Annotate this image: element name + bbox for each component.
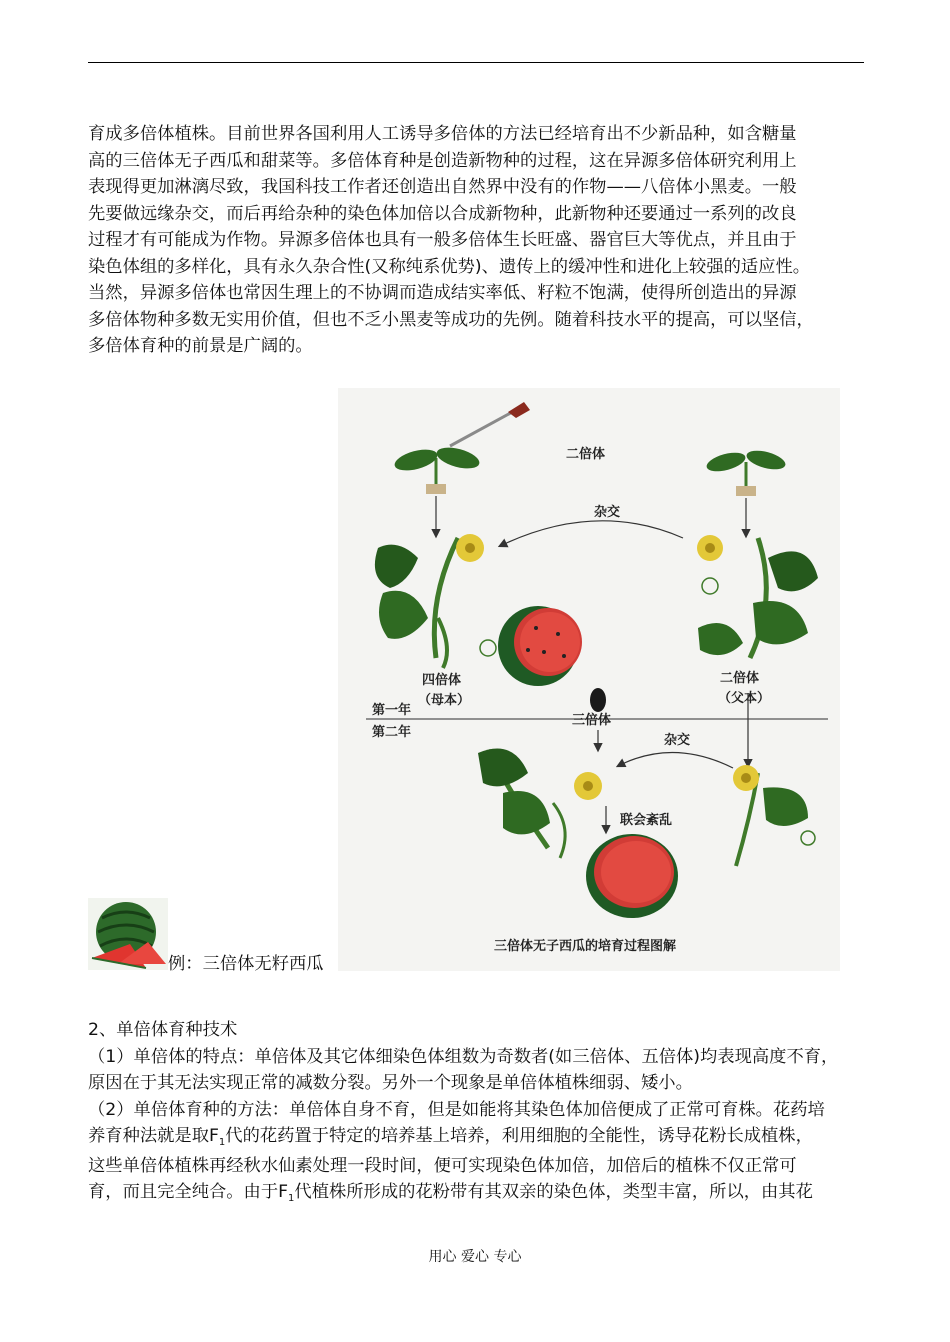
seedless-watermelon-icon <box>586 834 678 918</box>
text-line: 高的三倍体无子西瓜和甜菜等。多倍体育种是创造新物种的过程，这在异源多倍体研究利用上 <box>88 150 797 171</box>
section-heading: 2、单倍体育种技术 <box>88 1020 238 1040</box>
text-line <box>88 1123 864 1153</box>
text-fragment: 养育种法就是取F <box>88 1126 219 1146</box>
example-caption: 例：三倍体无籽西瓜 <box>168 954 324 974</box>
text-line: 染色体组的多样化，具有永久杂合性(又称纯系优势)、遗传上的缓冲性和进化上较强的适应性。 <box>88 256 811 277</box>
section-haploid-breeding <box>88 1017 864 1209</box>
flower-bottom-left-icon <box>574 772 602 800</box>
text-line: 表现得更加淋漓尽致，我国科技工作者还创造出自然界中没有的作物——八倍体小黑麦。一般 <box>88 177 797 197</box>
diagram-svg <box>338 388 840 971</box>
label-diploid-top: 二倍体 <box>566 447 606 462</box>
text-line: （2）单倍体育种的方法：单倍体自身不育，但是如能将其染色体加倍便成了正常可育株。花药培 <box>88 1099 825 1120</box>
label-cross-bottom: 杂交 <box>664 733 691 748</box>
text-line: 这些单倍体植株再经秋水仙素处理一段时间，便可实现染色体加倍，加倍后的植株不仅正常可 <box>88 1155 797 1176</box>
dropper-icon <box>450 402 530 446</box>
text-line: 当然，异源多倍体也常因生理上的不协调而造成结实率低、籽粒不饱满，使得所创造出的异源 <box>88 283 797 303</box>
text-fragment: 代植株所形成的花粉带有其双亲的染色体，类型丰富，所以，由其花 <box>294 1182 813 1202</box>
label-tetraploid: 四倍体 <box>422 673 462 688</box>
seed-icon <box>590 688 606 712</box>
triploid-plant-icon <box>478 749 565 859</box>
flower-left-icon <box>456 534 484 562</box>
seedling-right-icon <box>705 447 788 496</box>
label-diploid-right: 二倍体 <box>720 671 760 686</box>
text-fragment: 育，而且完全纯合。由于F <box>88 1182 289 1202</box>
seedling-left-icon <box>392 444 481 494</box>
text-line: 育成多倍体植株。目前世界各国利用人工诱导多倍体的方法已经培育出不少新品种，如含糖量 <box>88 124 797 144</box>
subscript: 1 <box>288 1193 295 1204</box>
watermelon-breeding-diagram <box>338 388 840 971</box>
text-line: 过程才有可能成为作物。异源多倍体也具有一般多倍体生长旺盛、器官巨大等优点，并且由于 <box>88 230 797 250</box>
text-line: （1）单倍体的特点：单倍体及其它体细染色体组数为奇数者(如三倍体、五倍体)均表现高度不育， <box>88 1046 839 1067</box>
text-line: 原因在于其无法实现正常的减数分裂。另外一个现象是单倍体植株细弱、矮小。 <box>88 1073 693 1093</box>
label-year1: 第一年 <box>372 703 412 718</box>
header-rule <box>88 62 864 63</box>
label-cross-top: 杂交 <box>594 505 621 520</box>
watermelon-half-icon <box>498 606 582 686</box>
label-mother: （母本） <box>418 693 471 708</box>
watermelon-thumbnail-icon <box>88 898 168 970</box>
label-triploid: 三倍体 <box>572 713 612 728</box>
label-synapsis: 联会紊乱 <box>620 813 673 828</box>
page-footer: 用心 爱心 专心 <box>428 1249 522 1265</box>
text-line: 先要做远缘杂交，而后再给杂种的染色体加倍以合成新物种，此新物种还要通过一系列的改良 <box>88 203 797 224</box>
subscript: 1 <box>218 1137 226 1148</box>
text-fragment: 代的花药置于特定的培养基上培养，利用细胞的全能性，诱导花粉长成植株， <box>225 1126 813 1146</box>
text-line: 多倍体育种的前景是广阔的。 <box>88 336 313 356</box>
figure-caption: 三倍体无子西瓜的培育过程图解 <box>494 939 677 954</box>
text-line <box>88 1179 864 1209</box>
label-year2: 第二年 <box>372 725 412 740</box>
text-line: 多倍体物种多数无实用价值，但也不乏小黑麦等成功的先例。随着科技水平的提高，可以坚信， <box>88 309 814 330</box>
flower-right-icon <box>697 535 723 561</box>
flower-bottom-right-icon <box>733 765 759 791</box>
paragraph-polyploid <box>88 121 864 360</box>
label-father: （父本） <box>718 691 771 706</box>
